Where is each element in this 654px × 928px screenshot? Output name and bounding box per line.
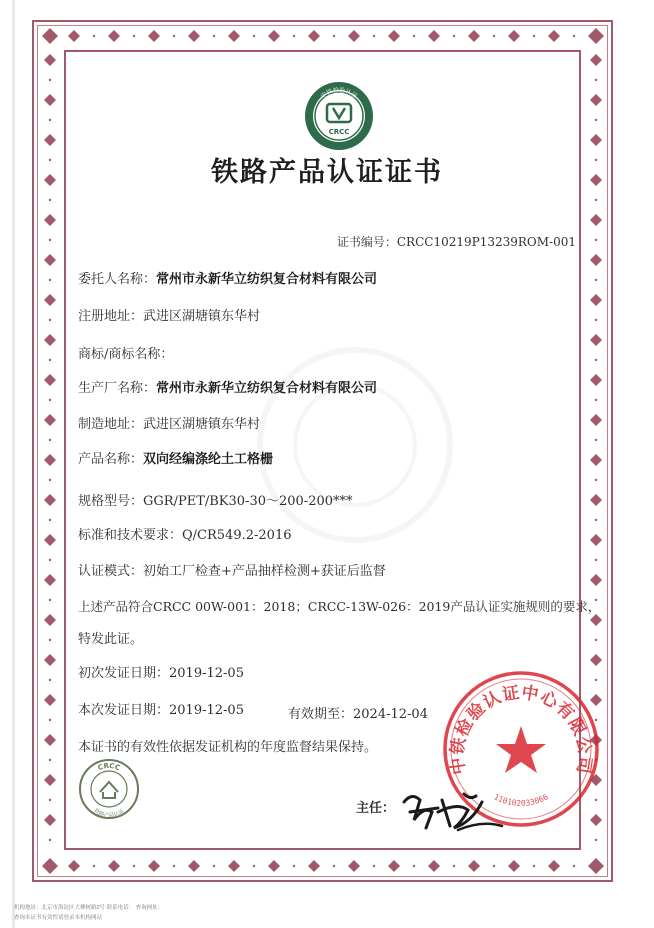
mode-value: 初始工厂检查+产品抽样检测+获证后监督: [143, 564, 386, 579]
border-dot: [293, 865, 295, 867]
border-diamond: [428, 860, 440, 872]
border-diamond: [548, 860, 560, 872]
border-diamond: [44, 94, 56, 106]
border-dot: [49, 439, 51, 441]
border-diamond: [68, 860, 80, 872]
client-row: [78, 268, 377, 287]
border-diamond: [308, 860, 320, 872]
border-dot: [173, 35, 175, 37]
model-value: GGR/PET/BK30-30～200-200***: [143, 494, 353, 509]
border-diamond: [188, 30, 200, 42]
border-dot: [595, 359, 597, 361]
border-diamond: [590, 494, 602, 506]
badge-bottom-text: 铁路产品认证: [92, 808, 126, 820]
border-diamond: [44, 294, 56, 306]
border-diamond: [590, 54, 602, 66]
certificate-title: 铁路产品认证证书: [211, 157, 443, 188]
border-dot: [49, 239, 51, 241]
border-diamond: [508, 30, 520, 42]
border-diamond: [44, 534, 56, 546]
border-dot: [213, 35, 215, 37]
border-dot: [333, 865, 335, 867]
manufacturer-label: 生产厂名称：: [78, 381, 157, 396]
border-dot: [133, 865, 135, 867]
border-dot: [595, 839, 597, 841]
border-diamond: [590, 214, 602, 226]
mode-label: 认证模式：: [78, 564, 144, 579]
border-diamond: [228, 860, 240, 872]
border-dot: [173, 865, 175, 867]
border-dot: [93, 35, 95, 37]
border-dot: [93, 865, 95, 867]
border-dot: [595, 399, 597, 401]
border-diamond: [588, 858, 604, 874]
director-signature: [398, 782, 518, 837]
border-dot: [49, 559, 51, 561]
border-diamond: [44, 574, 56, 586]
mfg-address-row: [78, 413, 260, 432]
border-diamond: [268, 860, 280, 872]
railway-certification-badge: [78, 758, 140, 820]
border-diamond: [44, 494, 56, 506]
standard-label: 标准和技术要求：: [78, 528, 183, 543]
border-diamond: [44, 614, 56, 626]
statement-line-1: 上述产品符合CRCC 00W-001：2018；CRCC-13W-026：2019产品认证实施规则的要求，: [78, 599, 601, 614]
product-value: 双向经编涤纶土工格栅: [143, 452, 274, 467]
border-diamond: [44, 334, 56, 346]
border-diamond: [590, 294, 602, 306]
border-diamond: [44, 814, 56, 826]
border-dot: [49, 839, 51, 841]
valid-value: 2024-12-04: [353, 707, 428, 722]
border-dot: [49, 479, 51, 481]
border-diamond: [42, 28, 58, 44]
border-diamond: [388, 860, 400, 872]
reg-addr-label: 注册地址：: [78, 309, 144, 324]
product-label: 产品名称：: [78, 452, 144, 467]
trademark-label: 商标/商标名称：: [78, 347, 174, 362]
manufacturer-value: 常州市永新华立纺织复合材料有限公司: [156, 381, 378, 396]
border-diamond: [388, 30, 400, 42]
this-issue-value: 2019-12-05: [169, 703, 244, 718]
border-diamond: [590, 374, 602, 386]
border-dot: [595, 239, 597, 241]
border-diamond: [148, 30, 160, 42]
border-dot: [49, 279, 51, 281]
border-diamond: [590, 254, 602, 266]
border-dot: [493, 865, 495, 867]
border-diamond: [590, 414, 602, 426]
footer-line-1: 机构地址：北京市海淀区大柳树路2号 联系电话： 查询网址：: [14, 905, 164, 911]
valid-label: 有效期至：: [288, 707, 354, 722]
border-diamond: [508, 860, 520, 872]
border-dot: [595, 319, 597, 321]
cert-no-label: 证书编号：: [336, 235, 397, 249]
border-dot: [413, 35, 415, 37]
border-dot: [595, 119, 597, 121]
valid-row: [288, 703, 428, 722]
border-diamond: [590, 614, 602, 626]
border-dot: [49, 519, 51, 521]
border-diamond: [44, 134, 56, 146]
border-diamond: [228, 30, 240, 42]
border-dot: [595, 279, 597, 281]
border-diamond: [68, 30, 80, 42]
border-dot: [253, 35, 255, 37]
border-dot: [453, 865, 455, 867]
logo-center-text: CRCC: [328, 128, 350, 136]
footer-line-2: 查询本证书有效性请登录本机构网站: [14, 915, 103, 921]
border-dot: [49, 599, 51, 601]
certificate-number: [337, 233, 576, 250]
border-diamond: [148, 860, 160, 872]
border-diamond: [590, 574, 602, 586]
cert-no-value: CRCC10219P13239ROM-001: [396, 235, 576, 249]
svg-text:铁路产品认证: [93, 806, 126, 819]
border-diamond: [42, 858, 58, 874]
seal-code-text: 110102033066: [492, 792, 550, 808]
mfg-addr-value: 武进区湖塘镇东华村: [143, 417, 261, 432]
border-diamond: [348, 30, 360, 42]
statement-line-2: 特发此证。: [78, 632, 144, 647]
border-diamond: [108, 860, 120, 872]
border-diamond: [44, 214, 56, 226]
watermark-emblem: [255, 345, 455, 545]
border-dot: [333, 35, 335, 37]
logo-arc-text: 中铁检验认证: [319, 86, 359, 100]
mfg-addr-label: 制造地址：: [78, 417, 144, 432]
trademark-row: [78, 343, 173, 362]
border-dot: [133, 35, 135, 37]
mode-row: [78, 560, 386, 579]
border-dot: [213, 865, 215, 867]
border-dot: [49, 639, 51, 641]
border-dot: [49, 399, 51, 401]
border-diamond: [44, 414, 56, 426]
border-diamond: [590, 334, 602, 346]
border-dot: [595, 439, 597, 441]
border-diamond: [44, 654, 56, 666]
seal-org-text: 中铁检验认证中心有限公司: [447, 682, 595, 776]
border-diamond: [188, 860, 200, 872]
border-dot: [595, 479, 597, 481]
validity-note: 本证书的有效性依据发证机构的年度监督结果保持。: [78, 740, 378, 755]
border-diamond: [44, 454, 56, 466]
border-dot: [595, 639, 597, 641]
manufacturer-row: [78, 377, 377, 396]
border-dot: [573, 35, 575, 37]
border-dot: [49, 199, 51, 201]
border-diamond: [44, 694, 56, 706]
product-row: [78, 448, 273, 467]
border-dot: [49, 319, 51, 321]
border-dot: [49, 79, 51, 81]
badge-top-text: CRCC: [96, 761, 122, 773]
border-dot: [595, 519, 597, 521]
model-row: [78, 490, 353, 509]
standard-value: Q/CR549.2-2016: [182, 528, 292, 543]
border-dot: [293, 35, 295, 37]
this-issue-label: 本次发证日期：: [78, 703, 170, 718]
first-issue-value: 2019-12-05: [169, 666, 244, 681]
border-dot: [493, 35, 495, 37]
director-label: 主任：: [356, 800, 396, 815]
border-dot: [49, 679, 51, 681]
this-issue-row: [78, 699, 244, 718]
border-diamond: [590, 94, 602, 106]
border-dot: [533, 35, 535, 37]
client-value: 常州市永新华立纺织复合材料有限公司: [156, 272, 378, 287]
reg-addr-value: 武进区湖塘镇东华村: [143, 309, 261, 324]
border-diamond: [548, 30, 560, 42]
border-diamond: [428, 30, 440, 42]
border-diamond: [44, 54, 56, 66]
registered-address-row: [78, 305, 260, 324]
border-diamond: [590, 534, 602, 546]
border-dot: [595, 79, 597, 81]
border-diamond: [44, 734, 56, 746]
border-diamond: [590, 454, 602, 466]
border-dot: [373, 865, 375, 867]
border-diamond: [308, 30, 320, 42]
border-dot: [595, 559, 597, 561]
border-dot: [49, 799, 51, 801]
crcc-logo: [303, 80, 375, 152]
border-diamond: [588, 28, 604, 44]
border-diamond: [268, 30, 280, 42]
border-dot: [49, 759, 51, 761]
border-diamond: [108, 30, 120, 42]
border-dot: [533, 865, 535, 867]
border-diamond: [590, 134, 602, 146]
first-issue-row: [78, 662, 244, 681]
border-dot: [573, 865, 575, 867]
border-diamond: [348, 860, 360, 872]
border-dot: [453, 35, 455, 37]
border-diamond: [44, 254, 56, 266]
border-dot: [49, 359, 51, 361]
model-label: 规格型号：: [78, 494, 144, 509]
client-label: 委托人名称：: [78, 272, 157, 287]
border-dot: [373, 35, 375, 37]
border-dot: [595, 199, 597, 201]
border-diamond: [44, 774, 56, 786]
border-dot: [49, 719, 51, 721]
border-diamond: [590, 654, 602, 666]
border-diamond: [468, 860, 480, 872]
border-diamond: [44, 374, 56, 386]
border-dot: [49, 119, 51, 121]
border-diamond: [468, 30, 480, 42]
border-dot: [253, 865, 255, 867]
first-issue-label: 初次发证日期：: [78, 666, 170, 681]
border-dot: [413, 865, 415, 867]
standard-row: [78, 524, 291, 543]
